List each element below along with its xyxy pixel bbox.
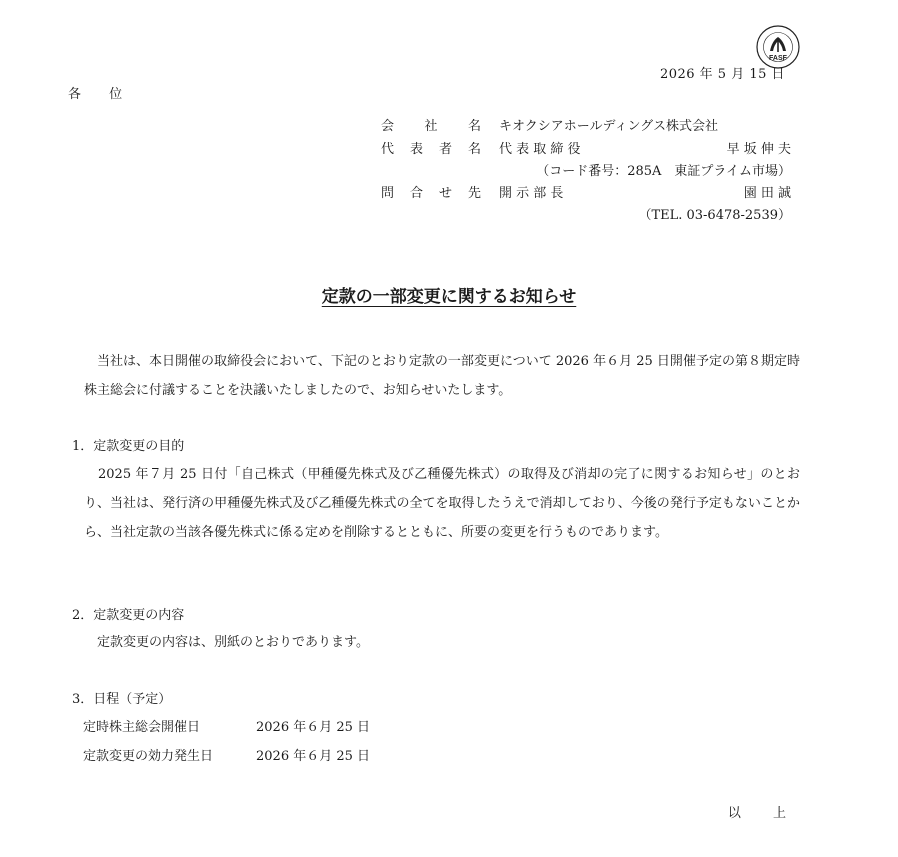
representative-name: 早 坂 伸 夫: [726, 142, 791, 157]
schedule-date: 2026 年６月 25 日: [256, 749, 371, 764]
schedule-label: 定款変更の効力発生日: [83, 749, 214, 764]
section1-body: 2025 年７月 25 日付「自己株式（甲種優先株式及び乙種優先株式）の取得及び消却の完了に関するお知らせ」のとおり、当社は、発行済の甲種優先株式及び乙種優先株式の全てを取得したうえで消却しており、今後の発行予定もないことから、当社定款の当該各優先株式に係る定めを削除するとともに、所要の変更を行うものであります。: [84, 467, 800, 540]
section2-body: 定款変更の内容は、別紙のとおりであります。: [97, 635, 369, 650]
intro-paragraph: 当社は、本日開催の取締役会において、下記のとおり定款の一部変更について 2026 年６月 25 日開催予定の第８期定時株主総会に付議することを決議いたしましたので、お知らせいたします。: [84, 354, 800, 398]
representative-value: [499, 139, 791, 161]
contact-tel: （TEL. 03-6478-2539）: [638, 208, 791, 223]
company-row: [381, 116, 791, 138]
addressee: 各 位: [68, 87, 135, 102]
contact-row: [381, 183, 791, 205]
representative-title: 代 表 取 締 役: [499, 142, 581, 157]
representative-label: 代 表 者 名: [381, 142, 481, 157]
contact-value: [499, 183, 791, 205]
issue-date: 2026 年 5 月 15 日: [659, 67, 785, 82]
fasf-logo: [756, 25, 800, 69]
stock-code: （コード番号：285A 東証プライム市場）: [536, 164, 791, 179]
section1-heading: 1．定款変更の目的: [72, 439, 185, 454]
contact-title: 開 示 部 長: [499, 186, 564, 201]
schedule-date: 2026 年６月 25 日: [256, 720, 371, 735]
schedule-label: 定時株主総会開催日: [83, 720, 201, 735]
document-title: 定款の一部変更に関するお知らせ: [321, 287, 577, 307]
company-name: キオクシアホールディングス株式会社: [499, 119, 719, 134]
contact-label: 問 合 せ 先: [381, 186, 481, 201]
company-label: 会 社 名: [381, 119, 481, 134]
svg-text:FASF: FASF: [769, 55, 787, 62]
closing-mark: 以 上: [727, 806, 800, 821]
contact-name: 園 田 誠: [743, 186, 791, 201]
section3-heading: 3．日程（予定）: [72, 692, 172, 707]
representative-row: [381, 139, 791, 161]
section2-heading: 2．定款変更の内容: [72, 608, 185, 623]
fasf-emblem-icon: [756, 25, 800, 69]
